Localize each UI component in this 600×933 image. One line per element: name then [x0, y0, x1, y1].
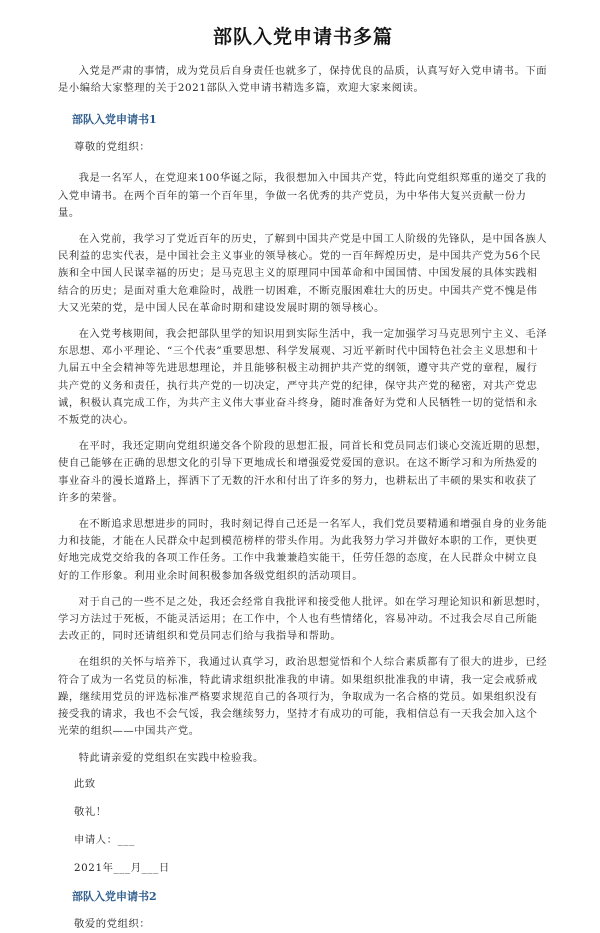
body-paragraph: 对于自己的一些不足之处，我还会经常自我批评和接受他人批评。如在学习理论知识和新思想时，学习方法过于死板，不能灵活运用；在工作中，个人也有些情绪化，容易冲动。不过我会尽自己所能去改正的，同时还请组织和党员同志们给与我指导和帮助。 — [58, 595, 548, 643]
applicant-line: 申请人：___ — [74, 833, 135, 846]
date-line: 2021年___月___日 — [74, 861, 170, 874]
salutation-2: 敬爱的党组织： — [74, 917, 151, 930]
body-paragraph: 在不断追求思想进步的同时，我时刻记得自己还是一名军人，我们党员要精通和增强自身的业务能力和技能，才能在人民群众中起到模范榜样的带头作用。为此我努力学习并做好本职的工作，更快更好地完成党交给我的各项工作任务。工作中我兼兼趋实能干，任劳任怨的态度，在人民群众中树立良好的工作形象。利用业余时间积极参加各级党组织的活动项目。 — [58, 518, 548, 582]
body-paragraph: 我是一名军人，在党迎来100华诞之际，我很想加入中国共产党，特此向党组织郑重的递交了我的入党申请书。在两个百年的第一个百年里，争做一名优秀的共产党员，为中华伟大复兴贡献一份力量。 — [58, 172, 547, 219]
intro-paragraph: 入党是严肃的事情，成为党员后自身责任也就多了，保持优良的品质，认真写好入党申请书。下面是小编给大家整理的关于2021部队入党申请书精选多篇，欢迎大家来阅读。 — [58, 65, 548, 95]
body-paragraph: 在组织的关怀与培养下，我通过认真学习，政治思想觉悟和个人综合素质都有了很大的进步，已经符合了成为一名党员的标准，特此请求组织批准我的申请。如果组织批准我的申请，我一定会戒骄戒躁，继续用党员的评选标准严格要求规范自己的各项行为，争取成为一名合格的党员。如果组织没有接受我的请求，我也不会气馁，我会继续努力，坚持才有成功的可能，我相信总有一天我会加入这个光荣的组织——中国共产党。 — [58, 656, 548, 738]
body-paragraph: 在入党考核期间，我会把部队里学的知识用到实际生活中，我一定加强学习马克思列宁主义、毛泽东思想、邓小平理论、“三个代表”重要思想、科学发展观、习近平新时代中国特色社会主义思想和十九届五中全会精神等先进思想理论，并且能够积极主动拥护共产党的纲领，遵守共产党的章程，履行共产党的义务和责任，执行共产党的一切决定，严守共产党的纪律，保守共产党的秘密，对共产党忠诚，积极认真完成工作，为共产主义伟大事业奋斗终身，随时准备好为党和人民牺牲一切的觉悟和永不叛党的决心。 — [58, 328, 548, 427]
closing-cizhi: 此致 — [74, 777, 96, 790]
section-heading-2: 部队入党申请书2 — [72, 889, 157, 903]
body-paragraph: 在平时，我还定期向党组织递交各个阶段的思想汇报，同首长和党员同志们谈心交流近期的思想，使自己能够在正确的思想文化的引导下更地成长和增强爱党爱国的意识。在这不断学习和为所热爱的事业奋斗的漫长道路上，挥洒下了无数的汗水和付出了许多的努力，也耕耘出了丰硕的果实和收获了许多的荣誉。 — [58, 440, 548, 504]
section-heading-1: 部队入党申请书1 — [72, 113, 157, 127]
closing-jingli: 敬礼！ — [74, 805, 107, 818]
document-title: 部队入党申请书多篇 — [212, 26, 393, 48]
body-paragraph: 在入党前，我学习了党近百年的历史，了解到中国共产党是中国工人阶级的先锋队，是中国各族人民利益的忠实代表，是中国社会主义事业的领导核心。党的一百年辉煌历史，是中国共产党为56个民族和全中国人民谋幸福的历史；是马克思主义的原理同中国革命和中国国情、中国发展的具体实践相结合的历史；是面对重大危难险时，战胜一切困难，不断克服困难壮大的历史。中国共产党不愧是伟大又光荣的党，是中国人民在革命时期和建设发展时期的领导核心。 — [58, 233, 548, 314]
salutation-1: 尊敬的党组织： — [74, 141, 151, 154]
body-paragraph: 特此请亲爱的党组织在实践中检验我。 — [78, 751, 264, 764]
